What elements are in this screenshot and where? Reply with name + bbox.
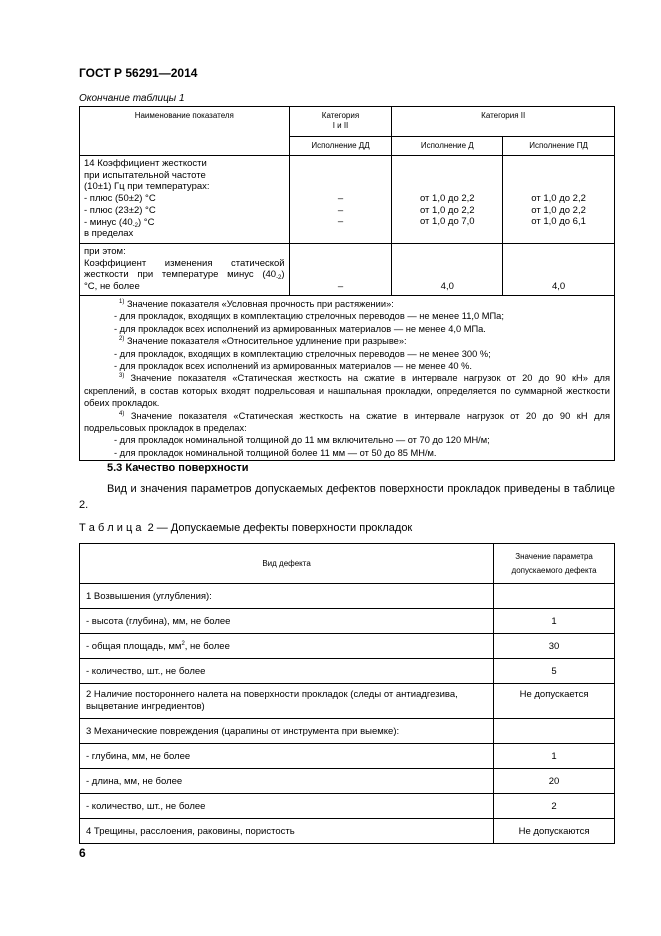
paragraph-text: Вид и значения параметров допускаемых дефектов поверхности прокладок приведены в таблице 2. bbox=[79, 483, 615, 511]
header-exec-dd: Исполнение ДД bbox=[289, 137, 392, 156]
footnote-text: Значение показателя «Условная прочность при растяжении»: bbox=[126, 299, 394, 309]
text-part: жесткости при температуре минус (40 bbox=[84, 269, 277, 281]
text-sub: -2 bbox=[132, 222, 138, 229]
defect-name: 1 Возвышения (углубления): bbox=[80, 584, 494, 609]
row-14-pd bbox=[503, 156, 615, 244]
footnote-4 bbox=[84, 410, 610, 435]
row-static-d: 4,0 bbox=[392, 244, 503, 296]
cell-line: 14 Коэффициент жесткости bbox=[84, 158, 207, 169]
footnote-text: Значение показателя «Статическая жесткость на сжатие в интервале нагрузок от 20 до 90 кН» для скреплений, в состав которых входят подрельсовая и нашпальная прокладки, определяется по суммарной жесткости обеих прокладок. bbox=[84, 373, 610, 409]
cell-line: при испытательной частоте bbox=[84, 169, 206, 181]
row-static-dd: – bbox=[289, 244, 392, 296]
footnote-text: Значение показателя «Статическая жесткость на сжатие в интервале нагрузок от 20 до 90 кН для подрельсовых прокладок в пределах: bbox=[84, 410, 610, 434]
cell-line: - плюс (50±2) °С bbox=[84, 193, 156, 205]
cell-line: Коэффициент изменения статической bbox=[84, 257, 285, 269]
text-part: - общая площадь, мм bbox=[86, 640, 182, 652]
header-category-2: Категория II bbox=[392, 107, 615, 137]
defect-value: Не допускаются bbox=[494, 819, 615, 844]
cell-value: от 1,0 до 2,2 bbox=[531, 204, 586, 216]
header-category-line: I и II bbox=[332, 121, 349, 130]
footnote-mark: 4) bbox=[119, 410, 125, 417]
defect-value: 1 bbox=[494, 744, 615, 769]
footnote-item: - для прокладок, входящих в комплектацию стрелочных переводов — не менее 300 %; bbox=[114, 348, 491, 359]
footnote-item: - для прокладок всех исполнений из армированных материалов — не менее 40 %. bbox=[114, 361, 472, 372]
defect-value: 2 bbox=[494, 794, 615, 819]
header-defect-value bbox=[494, 544, 615, 584]
footnote-item: - для прокладок номинальной толщиной до 11 мм включительно — от 70 до 120 МН/м; bbox=[114, 435, 490, 446]
page-number: 6 bbox=[79, 846, 86, 860]
text-part: , не более bbox=[184, 640, 230, 652]
defect-name: 4 Трещины, расслоения, раковины, пористость bbox=[80, 819, 494, 844]
defect-value bbox=[494, 719, 615, 744]
section-title: 5.3 Качество поверхности bbox=[107, 462, 249, 474]
header-exec-pd: Исполнение ПД bbox=[503, 137, 615, 156]
footnote-mark: 1) bbox=[119, 299, 125, 305]
footnote-text: Значение показателя «Относительное удлинение при разрыве»: bbox=[126, 336, 407, 347]
defect-value: 20 bbox=[494, 769, 615, 794]
cell-value: от 1,0 до 7,0 bbox=[419, 216, 475, 228]
defect-name: - глубина, мм, не более bbox=[80, 744, 494, 769]
cell-line: выцветание ингредиентов) bbox=[86, 701, 205, 712]
defect-name: - длина, мм, не более bbox=[80, 769, 494, 794]
footnote-mark: 2) bbox=[119, 336, 125, 343]
cell-value: от 1,0 до 2,2 bbox=[419, 204, 475, 216]
cell-line: °С, не более bbox=[84, 281, 140, 293]
footnote-2 bbox=[84, 335, 610, 347]
text-part: - минус (40 bbox=[84, 216, 133, 228]
header-line: Значение параметра bbox=[515, 551, 593, 561]
section-paragraph bbox=[79, 481, 615, 513]
defect-name bbox=[80, 684, 494, 719]
row-14-d bbox=[392, 156, 503, 244]
defect-value: 5 bbox=[494, 659, 615, 684]
footnote-1 bbox=[84, 298, 610, 310]
defects-table bbox=[79, 543, 615, 844]
cell-line bbox=[84, 217, 285, 229]
defect-name: 3 Механические повреждения (царапины от инструмента при выемке): bbox=[80, 719, 494, 744]
defect-name: - высота (глубина), мм, не более bbox=[80, 609, 494, 634]
cell-value: – bbox=[337, 204, 344, 216]
defect-value: 30 bbox=[494, 634, 615, 659]
cell-line: (10±1) Гц при температурах: bbox=[84, 181, 210, 193]
row-14-name bbox=[80, 156, 290, 244]
footnote-item: - для прокладок, входящих в комплектацию стрелочных переводов — не менее 11,0 МПа; bbox=[114, 311, 504, 322]
cell-line: при этом: bbox=[84, 246, 126, 257]
cell-value: от 1,0 до 2,2 bbox=[531, 193, 586, 204]
text-sup: 2 bbox=[181, 640, 185, 647]
footnote-item: - для прокладок номинальной толщиной более 11 мм — от 50 до 85 МН/м. bbox=[114, 447, 437, 458]
cell-line: 2 Наличие постороннего налета на поверхности прокладок (следы от антиадгезива, bbox=[86, 689, 458, 700]
row-static-pd: 4,0 bbox=[503, 244, 615, 296]
header-line: допускаемого дефекта bbox=[511, 565, 597, 575]
text-part: ) bbox=[281, 269, 285, 281]
row-14-dd bbox=[289, 156, 392, 244]
cell-line bbox=[84, 269, 285, 281]
footnote-3 bbox=[84, 372, 610, 409]
defect-value: 1 bbox=[494, 609, 615, 634]
header-defect-type: Вид дефекта bbox=[80, 544, 494, 584]
header-indicator-name: Наименование показателя bbox=[80, 107, 290, 156]
document-header: ГОСТ Р 56291—2014 bbox=[79, 66, 198, 80]
cell-value: от 1,0 до 2,2 bbox=[419, 193, 475, 204]
text-part: ) °С bbox=[138, 216, 155, 228]
header-exec-d: Исполнение Д bbox=[392, 137, 503, 156]
header-category-1-2 bbox=[289, 107, 392, 137]
cell-line: - плюс (23±2) °С bbox=[84, 204, 156, 216]
header-category-line: Категория bbox=[321, 111, 360, 120]
text-sub: -2 bbox=[276, 275, 282, 282]
footnote-mark: 3) bbox=[119, 373, 125, 380]
cell-value: – bbox=[337, 216, 344, 228]
defect-value bbox=[494, 584, 615, 609]
cell-value: – bbox=[337, 193, 344, 204]
table-caption: Т а б л и ц а 2 — Допускаемые дефекты поверхности прокладок bbox=[79, 522, 413, 534]
cell-line: в пределах bbox=[84, 228, 134, 240]
footnote-item: - для прокладок всех исполнений из армированных материалов — не менее 4,0 МПа. bbox=[114, 323, 486, 334]
cell-value: от 1,0 до 6,1 bbox=[531, 216, 586, 228]
row-static-name bbox=[80, 244, 290, 296]
defect-value: Не допускается bbox=[494, 684, 615, 719]
properties-table bbox=[79, 106, 615, 461]
table-continuation-label: Окончание таблицы 1 bbox=[79, 93, 185, 104]
defect-name: - количество, шт., не более bbox=[80, 794, 494, 819]
defect-name bbox=[80, 634, 494, 659]
defect-name: - количество, шт., не более bbox=[80, 659, 494, 684]
table-footnotes bbox=[80, 296, 615, 461]
